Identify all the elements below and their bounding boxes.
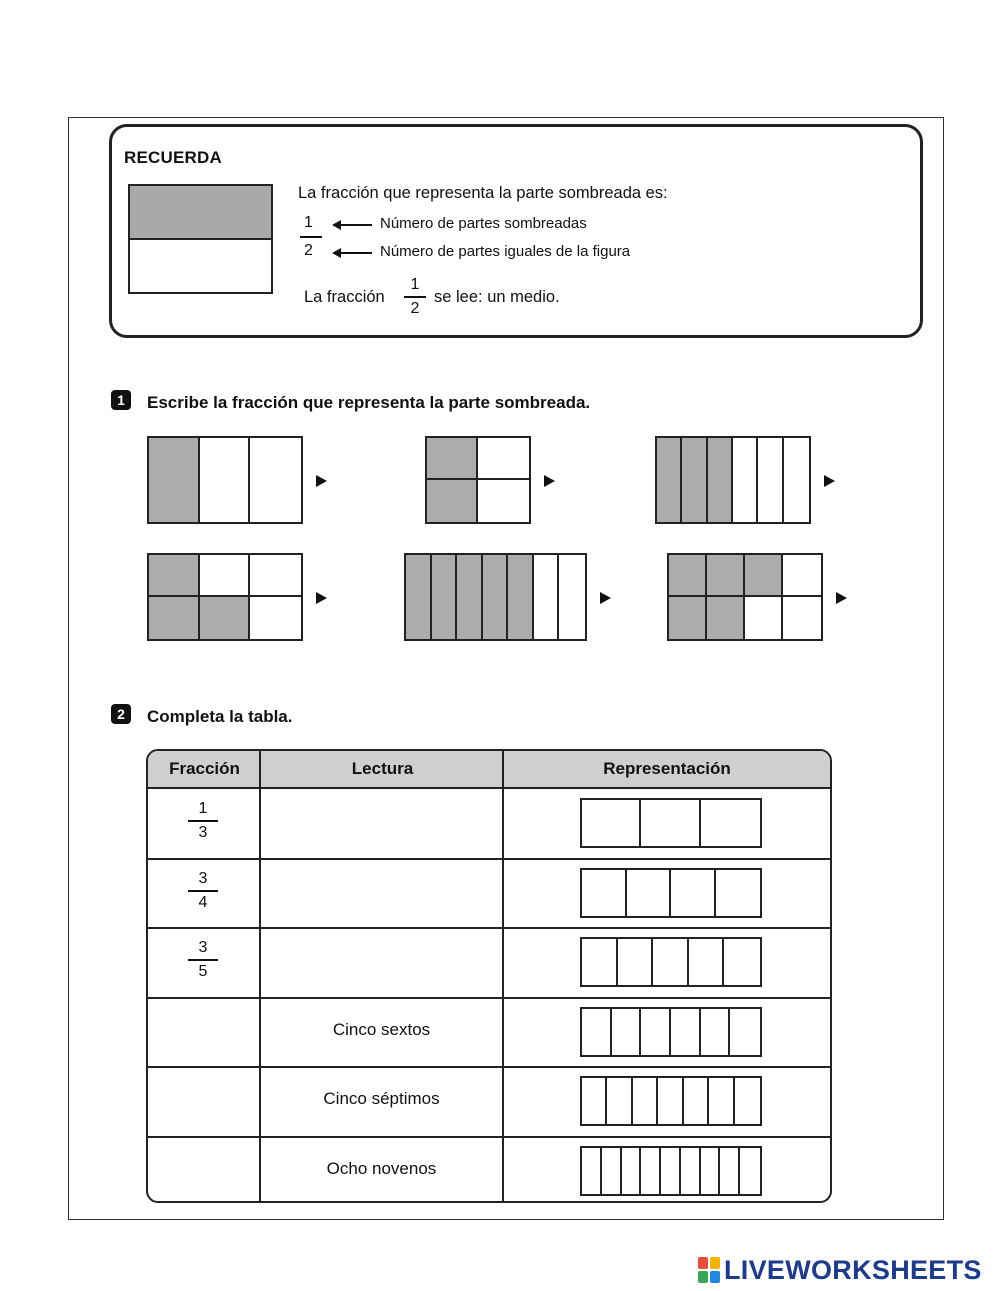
fraction-bar [404,296,426,298]
representation-part[interactable] [709,1078,734,1124]
shaded-part [669,555,707,597]
representation-part[interactable] [701,1148,721,1194]
unshaded-part [783,555,821,597]
representation-part[interactable] [582,1078,607,1124]
shaded-part [669,597,707,639]
fraction-numerator: 1 [198,800,208,817]
unshaded-part [733,438,758,522]
representation-part[interactable] [607,1078,632,1124]
shaded-part [682,438,707,522]
representation-part[interactable] [653,939,689,985]
shaded-part [707,597,745,639]
fraction-bar [188,959,218,961]
column-divider [259,751,261,1201]
shaded-part [745,555,783,597]
answer-pointer-icon [824,475,835,487]
recuerda-intro: La fracción que representa la parte sombreada es: [298,184,668,202]
recuerda-denominator: 2 [304,242,313,259]
representation-part[interactable] [720,1148,740,1194]
representation-part[interactable] [602,1148,622,1194]
row-divider [148,927,830,929]
fraction-bar [188,890,218,892]
representation-part[interactable] [681,1148,701,1194]
recuerda-reading-fraction [404,275,426,319]
fraction-bar [188,820,218,822]
logo-square [698,1271,708,1283]
representation-part[interactable] [618,939,654,985]
representation-part[interactable] [689,939,725,985]
fraction-denominator: 5 [198,963,208,980]
unshaded-part [559,555,585,639]
recuerda-reading-prefix: La fracción [304,288,385,306]
fraction-denominator: 4 [198,893,208,911]
shaded-part [483,555,509,639]
shaded-part [200,597,251,639]
shaded-part [657,438,682,522]
row-divider [148,858,830,860]
table-representation[interactable] [580,798,762,848]
representation-part[interactable] [658,1078,683,1124]
row-divider [148,1136,830,1138]
table-lectura: Ocho novenos [326,1158,437,1178]
representation-part[interactable] [633,1078,658,1124]
fraction-numerator: 3 [198,869,208,887]
exercise-2-badge: 2 [111,704,131,724]
recuerda-fraction-bar [300,236,322,238]
table-lectura: Cinco séptimos [323,1089,440,1108]
liveworksheets-logo-icon [698,1257,720,1283]
shaded-part [508,555,534,639]
table-header [148,751,830,789]
representation-part[interactable] [582,939,618,985]
exercise-1-badge: 1 [111,390,131,410]
representation-part[interactable] [701,800,760,846]
representation-part[interactable] [735,1078,760,1124]
representation-part[interactable] [582,1009,612,1055]
representation-part[interactable] [582,870,627,916]
logo-square [698,1257,708,1269]
shaded-part [457,555,483,639]
liveworksheets-brand [698,1255,982,1285]
row-divider [148,997,830,999]
unshaded-part [200,438,251,522]
logo-square [710,1257,720,1269]
unshaded-part [200,555,251,597]
figure-1 [147,436,303,524]
unshaded-part [250,597,301,639]
column-divider [502,751,504,1201]
unshaded-part [534,555,560,639]
unshaded-part [784,438,809,522]
unshaded-part [478,438,529,480]
figure-4 [147,553,303,641]
answer-pointer-icon [544,475,555,487]
representation-part[interactable] [612,1009,642,1055]
row-divider [148,1066,830,1068]
table-fraction [188,799,218,843]
fraction-denominator: 3 [198,824,208,841]
exercise-1-instruction: Escribe la fracción que representa la parte sombreada. [147,393,591,412]
recuerda-reading-suffix: se lee: un medio. [434,288,560,306]
shaded-part [432,555,458,639]
recuerda-numerator-label: Número de partes sombreadas [380,215,587,232]
unshaded-part [783,597,821,639]
unshaded-part [745,597,783,639]
representation-part[interactable] [671,1009,701,1055]
representation-part[interactable] [641,1148,661,1194]
shaded-part [149,597,200,639]
unshaded-part [250,438,301,522]
exercise-2-instruction: Completa la tabla. [147,707,293,726]
table-fraction [188,869,218,913]
figure-3 [655,436,811,524]
table-representation[interactable] [580,937,762,987]
answer-pointer-icon [316,592,327,604]
representation-part[interactable] [724,939,760,985]
representation-part[interactable] [740,1148,760,1194]
representation-part[interactable] [641,1009,671,1055]
figure-2 [425,436,531,524]
representation-part[interactable] [684,1078,709,1124]
recuerda-denominator-label: Número de partes iguales de la figura [380,243,631,260]
arrow-left-icon [340,224,372,226]
header-fraccion: Fracción [169,759,240,778]
fraction-denominator: 2 [410,300,420,317]
shaded-part [149,555,200,597]
header-lectura: Lectura [351,759,414,778]
recuerda-figure [128,184,273,294]
table-lectura: Cinco sextos [332,1019,431,1039]
representation-part[interactable] [582,1148,602,1194]
representation-part[interactable] [661,1148,681,1194]
fractions-table [146,749,832,1203]
recuerda-shaded-half [130,186,271,240]
header-representacion: Representación [603,759,731,778]
shaded-part [708,438,733,522]
representation-part[interactable] [730,1009,760,1055]
logo-square [710,1271,720,1283]
unshaded-part [478,480,529,522]
table-representation[interactable] [580,1146,762,1196]
recuerda-numerator: 1 [304,214,313,231]
representation-part[interactable] [641,800,700,846]
figure-6 [667,553,823,641]
fraction-numerator: 3 [198,939,208,956]
answer-pointer-icon [600,592,611,604]
shaded-part [149,438,200,522]
brand-text: LIVEWORKSHEETS [724,1254,982,1285]
table-representation[interactable] [580,1076,762,1126]
representation-part[interactable] [716,870,761,916]
answer-pointer-icon [836,592,847,604]
table-representation[interactable] [580,1007,762,1057]
table-representation[interactable] [580,868,762,918]
answer-pointer-icon [316,475,327,487]
shaded-part [427,438,478,480]
shaded-part [707,555,745,597]
recuerda-title: RECUERDA [124,148,222,167]
fraction-numerator: 1 [410,276,420,293]
figure-5 [404,553,587,641]
arrow-left-icon [340,252,372,254]
representation-part[interactable] [627,870,672,916]
unshaded-part [758,438,783,522]
table-fraction [188,938,218,982]
representation-part[interactable] [701,1009,731,1055]
unshaded-part [250,555,301,597]
representation-part[interactable] [582,800,641,846]
representation-part[interactable] [622,1148,642,1194]
shaded-part [427,480,478,522]
representation-part[interactable] [671,870,716,916]
shaded-part [406,555,432,639]
